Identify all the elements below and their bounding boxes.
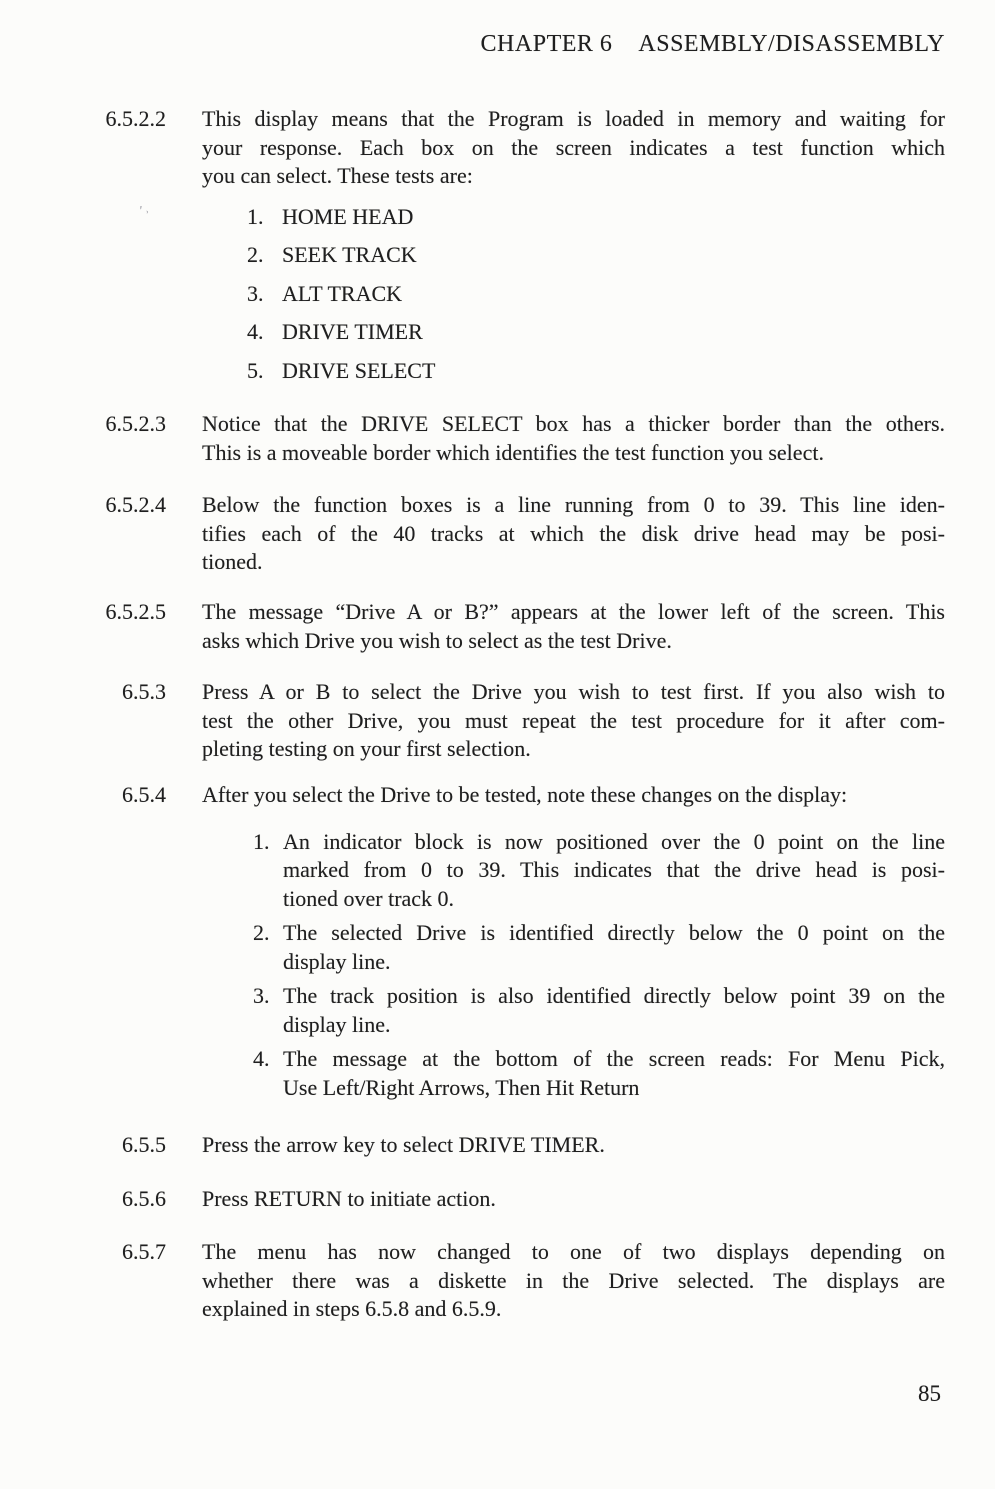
list-item-label: DRIVE TIMER: [282, 319, 423, 345]
paragraph: [202, 598, 945, 655]
section-number: 6.5.2.5: [105, 599, 166, 624]
list-item: [202, 828, 945, 914]
section-number: 6.5.2.3: [105, 411, 166, 436]
list-item-text: [283, 919, 945, 976]
section-body: [202, 598, 945, 655]
paragraph-line: Notice that the DRIVE SELECT box has a thicker border than the others.: [202, 411, 945, 436]
list-item-label: SEEK TRACK: [282, 242, 417, 268]
paragraph-line: This display means that the Program is loaded in memory and waiting for: [202, 106, 945, 131]
section-body: [202, 1185, 945, 1214]
section-body: [202, 678, 945, 764]
list-item-line: Use Left/Right Arrows, Then Hit Return: [283, 1074, 640, 1100]
section-body: [202, 491, 945, 577]
section-number: 6.5.6: [122, 1186, 166, 1211]
paragraph-line: The menu has now changed to one of two displays depending on: [202, 1239, 945, 1264]
paragraph-line: asks which Drive you wish to select as the test Drive.: [202, 627, 672, 653]
paragraph: [202, 678, 945, 764]
list-marker: 1.: [253, 828, 270, 854]
section: [0, 410, 995, 467]
list-marker: 2.: [253, 920, 270, 945]
paragraph-line: whether there was a diskette in the Drive selected. The displays are: [202, 1267, 945, 1293]
list-marker: 4.: [253, 1046, 270, 1071]
paragraph-line: After you select the Drive to be tested, note these changes on the display:: [202, 782, 848, 807]
list-item-line: An indicator block is now positioned over the 0 point on the line: [283, 828, 945, 854]
paragraph-line: tifies each of the 40 tracks at which the disk drive head may be posi-: [202, 520, 945, 546]
list-marker: 5.: [247, 357, 264, 383]
section-body: [202, 410, 945, 467]
list-item-line: The message at the bottom of the screen reads: For Menu Pick,: [283, 1046, 945, 1071]
list-item: [202, 352, 945, 391]
list-item-line: display line.: [283, 1011, 391, 1037]
list-item: [202, 275, 945, 314]
section: [0, 491, 995, 577]
list-marker: 3.: [247, 280, 264, 306]
chapter-label: CHAPTER 6: [480, 31, 613, 57]
list-item-line: The selected Drive is identified directly below the 0 point on the: [283, 920, 945, 945]
paragraph: [202, 1238, 945, 1324]
section: [0, 678, 995, 764]
paragraph-line: tioned.: [202, 549, 263, 574]
paragraph-line: The message “Drive A or B?” appears at the lower left of the screen. This: [202, 599, 945, 624]
list-item-text: [283, 828, 945, 914]
paragraph-line: your response. Each box on the screen indicates a test function which: [202, 134, 945, 160]
paragraph-line: This is a moveable border which identifies the test function you select.: [202, 439, 824, 465]
paragraph-line: test the other Drive, you must repeat the test procedure for it after com-: [202, 707, 945, 733]
section-body: [202, 1131, 945, 1160]
section-number: 6.5.2.4: [105, 492, 166, 517]
paragraph-line: Press the arrow key to select DRIVE TIMER.: [202, 1132, 605, 1157]
list-item-label: ALT TRACK: [282, 280, 403, 306]
paragraph: [202, 410, 945, 467]
list-item-line: tioned over track 0.: [283, 885, 455, 911]
section: [0, 781, 995, 1108]
list-item: [202, 198, 945, 237]
list-item: [202, 236, 945, 275]
list-item-line: marked from 0 to 39. This indicates that the drive head is posi-: [283, 857, 945, 882]
list-item: [202, 919, 945, 976]
section-body: [202, 105, 945, 390]
list-marker: 2.: [247, 242, 264, 268]
section: [0, 1131, 995, 1160]
section-body: [202, 1238, 945, 1324]
list-item: [202, 313, 945, 352]
paragraph-line: you can select. These tests are:: [202, 163, 473, 188]
list-item-line: The track position is also identified directly below point 39 on the: [283, 983, 945, 1008]
list-item-label: HOME HEAD: [282, 203, 414, 229]
paragraph: [202, 1185, 945, 1214]
section-number: 6.5.4: [122, 782, 166, 807]
list-item-text: [283, 982, 945, 1039]
section-number: 6.5.3: [122, 679, 166, 704]
page-header: [481, 31, 945, 58]
section: [0, 598, 995, 655]
list-item: [202, 982, 945, 1039]
paragraph: [202, 105, 945, 191]
paragraph-line: Press A or B to select the Drive you wish to test first. If you also wish to: [202, 679, 945, 704]
section: [0, 1185, 995, 1214]
section-number: 6.5.2.2: [105, 106, 166, 131]
section-number: 6.5.5: [122, 1132, 166, 1157]
list-marker: 3.: [253, 983, 270, 1008]
list-item-text: [283, 1045, 945, 1102]
notes-list: [202, 828, 945, 1103]
menu-list: [202, 198, 945, 391]
paragraph: [202, 1131, 945, 1160]
section-body: [202, 781, 945, 1102]
section-number: 6.5.7: [122, 1239, 166, 1264]
paragraph-line: Below the function boxes is a line running from 0 to 39. This line iden-: [202, 492, 945, 517]
paragraph-line: Press RETURN to initiate action.: [202, 1186, 496, 1211]
list-item-line: display line.: [283, 948, 391, 974]
paragraph: [202, 781, 945, 810]
list-marker: 4.: [247, 319, 264, 345]
scan-pen-mark-artifact: ʹ˒: [138, 201, 153, 218]
section: [0, 105, 995, 390]
list-item: [202, 1045, 945, 1102]
paragraph: [202, 491, 945, 577]
chapter-title: ASSEMBLY/DISASSEMBLY: [638, 31, 945, 57]
list-marker: 1.: [247, 203, 264, 229]
page-number: 85: [918, 1381, 941, 1406]
paragraph-line: explained in steps 6.5.8 and 6.5.9.: [202, 1296, 502, 1321]
list-item-label: DRIVE SELECT: [282, 357, 436, 383]
section: [0, 1238, 995, 1324]
paragraph-line: pleting testing on your first selection.: [202, 736, 531, 761]
